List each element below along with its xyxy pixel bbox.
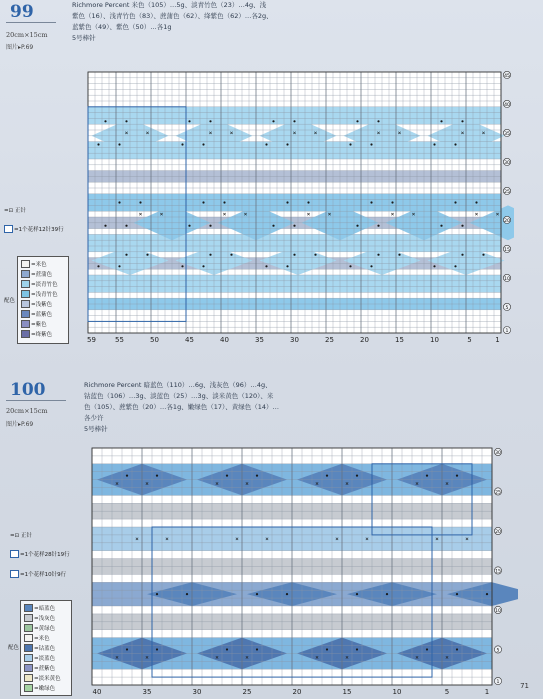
stitch-symbol-dot: [293, 254, 295, 256]
stitch-symbol-dot: [326, 648, 328, 650]
color-swatch: [21, 310, 30, 318]
stitch-symbol-dot: [454, 143, 456, 145]
legend-color-item: =蔗紫色: [24, 664, 55, 673]
stitch-symbol-dot: [486, 593, 488, 595]
desc-line: Richmore Percent 暗蓝色（110）…6g、浅灰色（96）…4g、: [84, 381, 272, 389]
stitch-symbol-dot: [426, 475, 428, 477]
stitch-symbol-dot: [426, 648, 428, 650]
stitch-symbol-dot: [118, 201, 120, 203]
desc-line: 各少许: [84, 414, 104, 422]
column-number: 35: [255, 336, 264, 344]
stitch-symbol-dot: [181, 143, 183, 145]
desc-line: 5号棒针: [84, 425, 108, 433]
stitch-symbol-dot: [356, 593, 358, 595]
legend-color-item: =淡米黄色: [24, 674, 61, 683]
stitch-symbol-dot: [118, 143, 120, 145]
stitch-symbol-dot: [286, 265, 288, 267]
stitch-symbol-dot: [156, 648, 158, 650]
row-number: 10: [495, 608, 501, 614]
color-swatch: [21, 270, 30, 278]
column-number: 5: [467, 336, 472, 344]
legend-repeat-99: =1个花样12针39行: [4, 225, 64, 234]
legend-color-item: =淡蓝色: [24, 654, 55, 663]
stitch-symbol-dot: [398, 254, 400, 256]
stitch-symbol-dot: [356, 225, 358, 227]
stitch-symbol-dot: [226, 648, 228, 650]
stitch-symbol-dot: [188, 225, 190, 227]
stitch-symbol-dot: [456, 648, 458, 650]
stitch-symbol-dot: [97, 143, 99, 145]
desc-line: 5号棒针: [72, 34, 96, 42]
row-number: 35: [504, 131, 510, 137]
pattern-size-100: 20cm×15cm: [6, 407, 48, 415]
legend-colors-label: 配色: [8, 645, 20, 651]
legend-repeat2-100: =1个花样10针9行: [10, 570, 66, 579]
stitch-symbol-dot: [118, 265, 120, 267]
stitch-symbol-dot: [307, 201, 309, 203]
column-number: 15: [395, 336, 404, 344]
color-swatch: [24, 674, 33, 682]
stitch-symbol-dot: [256, 593, 258, 595]
column-number: 20: [292, 688, 302, 696]
page-number: 71: [520, 682, 529, 690]
color-swatch: [24, 664, 33, 672]
column-number: 30: [192, 688, 202, 696]
legend-color-item: =绛紫色: [21, 330, 52, 339]
stitch-symbol-dot: [104, 120, 106, 122]
stitch-symbol-dot: [256, 475, 258, 477]
legend-color-item: =浅青竹色: [21, 290, 58, 299]
stitch-symbol-dot: [349, 265, 351, 267]
legend-color-item: =浅灰色: [24, 614, 55, 623]
legend-color-item: =嫩绿色: [24, 684, 55, 693]
stitch-symbol-dot: [223, 201, 225, 203]
stitch-symbol-dot: [186, 593, 188, 595]
color-swatch: [21, 260, 30, 268]
legend-color-item: =蔗蒲色: [21, 270, 52, 279]
row-number: 10: [504, 276, 510, 282]
stitch-symbol-dot: [461, 254, 463, 256]
stitch-symbol-dot: [370, 143, 372, 145]
row-number: 25: [495, 490, 501, 496]
stitch-symbol-dot: [356, 120, 358, 122]
stitch-symbol-dot: [377, 254, 379, 256]
color-band: [88, 275, 501, 292]
stitch-symbol-dot: [139, 201, 141, 203]
stitch-symbol-dot: [314, 254, 316, 256]
column-number: 1: [495, 336, 500, 344]
stitch-symbol-dot: [256, 648, 258, 650]
row-number: 40: [504, 102, 510, 108]
stitch-symbol-dot: [97, 265, 99, 267]
pattern-number-100: 100: [10, 380, 46, 400]
legend-color-item: =浅紫色: [21, 300, 52, 309]
yarn-description-99: [72, 0, 273, 44]
color-swatch: [21, 320, 30, 328]
stitch-symbol-dot: [156, 475, 158, 477]
column-number: 1: [484, 688, 490, 696]
color-swatch: [21, 330, 30, 338]
stitch-symbol-dot: [156, 593, 158, 595]
stitch-symbol-dot: [272, 120, 274, 122]
desc-line: 色（105）、蔗紫色（20）…各1g、嫩绿色（17）、黄绿色（14）…: [84, 403, 279, 411]
stitch-symbol-dot: [293, 225, 295, 227]
photo-ref-100: 图片▸P.69: [6, 421, 34, 428]
column-number: 59: [87, 336, 96, 344]
column-number: 10: [392, 688, 402, 696]
stitch-symbol-dot: [202, 265, 204, 267]
stitch-symbol-dot: [181, 265, 183, 267]
stitch-symbol-dot: [265, 265, 267, 267]
row-number: 20: [504, 218, 510, 224]
legend-color-item: =淡青竹色: [21, 280, 58, 289]
stitch-symbol-dot: [370, 201, 372, 203]
stitch-symbol-dot: [326, 475, 328, 477]
row-number: 20: [495, 529, 501, 535]
stitch-symbol-dot: [125, 120, 127, 122]
colorwork-chart-99: [84, 68, 514, 358]
yarn-description-100: [84, 380, 279, 435]
stitch-symbol-dot: [293, 120, 295, 122]
stitch-symbol-dot: [209, 254, 211, 256]
stitch-symbol-dot: [370, 265, 372, 267]
column-number: 35: [142, 688, 152, 696]
stitch-symbol-dot: [377, 225, 379, 227]
stitch-symbol-dot: [433, 143, 435, 145]
desc-line: Richmore Percent 米色（105）…5g、淡青竹色（23）…4g、浅: [72, 1, 267, 9]
stitch-symbol-dot: [125, 225, 127, 227]
column-number: 55: [115, 336, 124, 344]
legend-colors-label: 配色: [4, 298, 16, 304]
stitch-symbol-dot: [126, 475, 128, 477]
divider: [6, 400, 66, 401]
row-number: 5: [496, 648, 500, 654]
stitch-symbol-dot: [125, 254, 127, 256]
color-swatch: [24, 684, 33, 692]
stitch-symbol-dot: [454, 265, 456, 267]
legend-color-item: =紫色: [21, 320, 47, 329]
stitch-symbol-dot: [433, 265, 435, 267]
column-number: 20: [360, 336, 369, 344]
row-number: 1: [505, 329, 509, 334]
column-number: 40: [92, 688, 102, 696]
column-number: 15: [342, 688, 352, 696]
legend-color-item: =蓝紫色: [21, 310, 52, 319]
color-swatch: [24, 654, 33, 662]
stitch-symbol-dot: [461, 120, 463, 122]
row-number: 45: [504, 73, 510, 79]
stitch-symbol-dot: [356, 648, 358, 650]
stitch-symbol-dot: [209, 120, 211, 122]
stitch-symbol-dot: [104, 225, 106, 227]
stitch-symbol-dot: [475, 201, 477, 203]
stitch-symbol-dot: [226, 475, 228, 477]
stitch-symbol-dot: [454, 201, 456, 203]
column-number: 30: [290, 336, 299, 344]
stitch-symbol-dot: [286, 143, 288, 145]
stitch-symbol-dot: [377, 120, 379, 122]
stitch-symbol-dot: [230, 254, 232, 256]
color-legend-100: [20, 600, 72, 696]
column-number: 5: [444, 688, 450, 696]
color-swatch: [24, 624, 33, 632]
photo-ref-99: 图片▸P.69: [6, 44, 34, 51]
color-band: [88, 194, 501, 211]
stitch-symbol-dot: [265, 143, 267, 145]
legend-color-item: =暗蓝色: [24, 604, 55, 613]
stitch-symbol-dot: [286, 593, 288, 595]
row-number: 15: [504, 247, 510, 253]
stitch-symbol-dot: [188, 120, 190, 122]
stitch-symbol-dot: [202, 143, 204, 145]
color-swatch: [24, 634, 33, 642]
color-swatch: [24, 644, 33, 652]
stitch-symbol-dot: [146, 254, 148, 256]
color-swatch: [24, 614, 33, 622]
stitch-symbol-dot: [286, 201, 288, 203]
legend-knit-100: =⊡ 正针: [10, 533, 32, 539]
stitch-symbol-dot: [356, 475, 358, 477]
legend-repeat1-100: =1个花样28针19行: [10, 550, 70, 559]
row-number: 25: [504, 189, 510, 195]
stitch-symbol-dot: [209, 225, 211, 227]
row-number: 30: [495, 450, 501, 456]
desc-line: 钴蓝色（106）…3g、淡蓝色（25）…3g、淡米黄色（120）、米: [84, 392, 274, 400]
stitch-symbol-dot: [391, 201, 393, 203]
stitch-symbol-dot: [456, 475, 458, 477]
stitch-symbol-dot: [386, 593, 388, 595]
row-number: 1: [496, 679, 500, 685]
row-number: 15: [495, 569, 501, 575]
desc-line: 紫色（16）、浅青竹色（83）、蔗蒲色（62）、绛紫色（62）…各2g、: [72, 12, 273, 20]
stitch-symbol-dot: [440, 225, 442, 227]
stitch-symbol-dot: [482, 254, 484, 256]
stitch-symbol-dot: [456, 593, 458, 595]
color-swatch: [21, 290, 30, 298]
stitch-symbol-dot: [440, 120, 442, 122]
color-swatch: [24, 604, 33, 612]
column-number: 25: [325, 336, 334, 344]
divider: [6, 22, 56, 23]
stitch-symbol-dot: [126, 648, 128, 650]
pattern-size-99: 20cm×15cm: [6, 31, 48, 39]
row-number: 30: [504, 160, 510, 166]
color-legend-99: [17, 256, 69, 344]
legend-color-item: =米色: [24, 634, 50, 643]
color-swatch: [21, 300, 30, 308]
row-number: 5: [505, 305, 509, 311]
desc-line: 蓝紫色（49）、紫色（50）…各1g: [72, 23, 172, 31]
column-number: 10: [430, 336, 439, 344]
column-number: 25: [242, 688, 252, 696]
pattern-number-99: 99: [10, 2, 34, 22]
legend-color-item: =钴蓝色: [24, 644, 55, 653]
stitch-symbol-dot: [349, 143, 351, 145]
column-number: 45: [185, 336, 194, 344]
legend-color-item: =黄绿色: [24, 624, 55, 633]
legend-knit-99: =⊡ 正针: [4, 208, 26, 214]
colorwork-chart-100: [88, 444, 518, 699]
stitch-symbol-dot: [202, 201, 204, 203]
column-number: 40: [220, 336, 229, 344]
column-number: 50: [150, 336, 159, 344]
legend-color-item: =米色: [21, 260, 47, 269]
stitch-symbol-dot: [461, 225, 463, 227]
color-swatch: [21, 280, 30, 288]
stitch-symbol-dot: [272, 225, 274, 227]
